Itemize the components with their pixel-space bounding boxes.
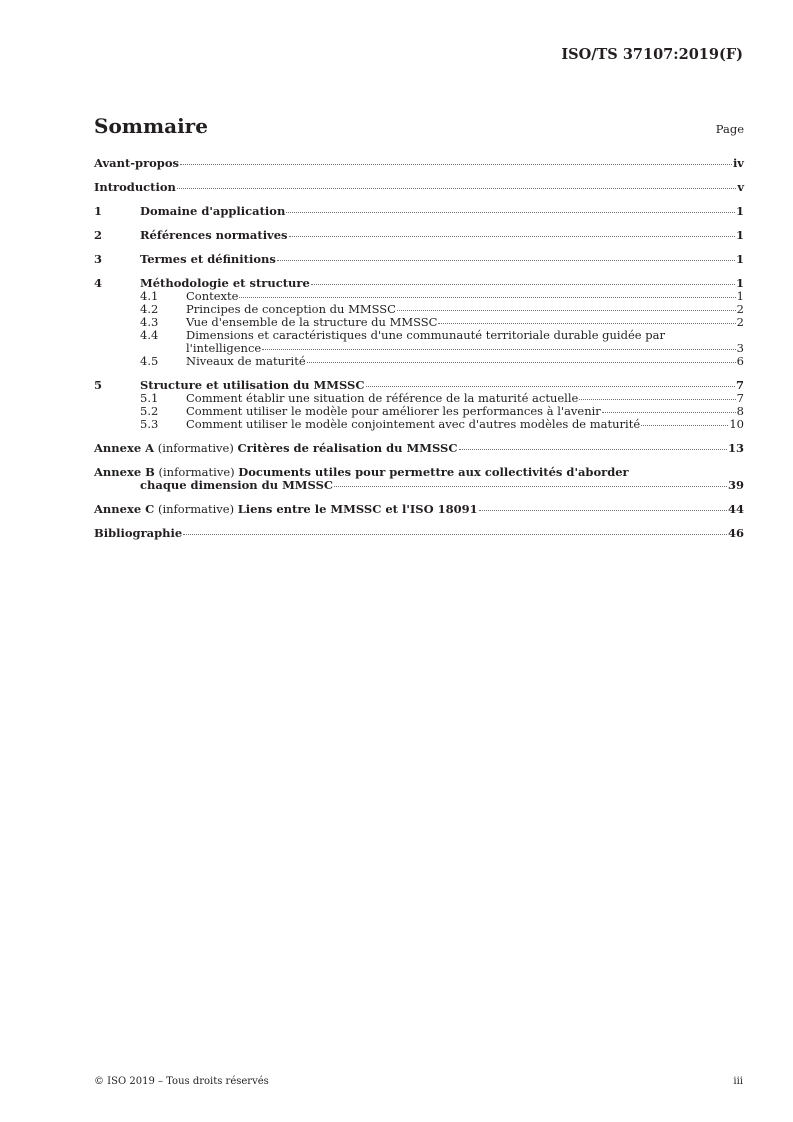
toc-heading-row: [94, 114, 744, 138]
toc-entry-text-line1: Dimensions et caractéristiques d'une communauté territoriale durable guidée par: [186, 328, 665, 342]
toc-entry-number: 4.5: [140, 354, 159, 368]
toc-entry-number: 4.3: [140, 315, 159, 329]
annex-label: Annexe A: [94, 441, 155, 455]
toc-entry-page: 2: [736, 302, 744, 316]
toc-entry-4-5[interactable]: [94, 355, 744, 368]
toc-entry-page: 7: [735, 378, 744, 392]
toc-annex-b[interactable]: [94, 466, 744, 492]
toc-entry-text: Structure et utilisation du MMSSC: [140, 378, 365, 392]
toc-annex-a[interactable]: [94, 442, 744, 455]
toc-entry-number: 4: [94, 276, 103, 290]
toc-entry-page: 1: [735, 228, 744, 242]
toc-entry-page: 1: [735, 204, 744, 218]
toc-entry-page: 13: [727, 441, 744, 455]
toc-entry-text: Comment établir une situation de référence de la maturité actuelle: [186, 391, 579, 405]
toc-entry-text: Références normatives: [140, 228, 288, 242]
toc-entry-page: 1: [735, 252, 744, 266]
toc-entry-5-3[interactable]: [94, 418, 744, 431]
toc-entry-number: 5.2: [140, 404, 159, 418]
toc-entry-number: 2: [94, 228, 103, 242]
annex-title-line2: chaque dimension du MMSSC: [140, 478, 334, 492]
annex-label: Annexe B: [94, 465, 155, 479]
toc-entry-text: Méthodologie et structure: [140, 276, 310, 290]
toc-entry-text: Contexte: [186, 289, 239, 303]
toc-entry-number: 5: [94, 378, 103, 392]
toc-entry-text: Bibliographie: [94, 526, 183, 540]
toc-entry-1[interactable]: [94, 205, 744, 218]
toc-entry-page: 8: [736, 404, 744, 418]
toc-entry-number: 5.3: [140, 417, 159, 431]
toc-entry-number: 3: [94, 252, 103, 266]
toc-annex-c[interactable]: [94, 503, 744, 516]
toc-entry-text: Termes et définitions: [140, 252, 276, 266]
table-of-contents: [94, 157, 744, 540]
toc-entry-number: 5.1: [140, 391, 159, 405]
toc-entry-page: 1: [736, 289, 744, 303]
toc-entry-number: 4.4: [140, 328, 159, 342]
toc-entry-page: 46: [727, 526, 744, 540]
toc-entry-number: 4.2: [140, 302, 159, 316]
toc-entry-text-line2: l'intelligence: [186, 341, 262, 355]
toc-entry-text: Comment utiliser le modèle conjointement avec d'autres modèles de maturité: [186, 417, 641, 431]
toc-entry-introduction[interactable]: [94, 181, 744, 194]
annex-informative: (informative): [157, 441, 234, 455]
toc-entry-page: 10: [729, 417, 744, 431]
toc-entry-text: Principes de conception du MMSSC: [186, 302, 396, 316]
toc-title: Sommaire: [94, 114, 208, 138]
toc-entry-number: 1: [94, 204, 103, 218]
annex-title: Critères de réalisation du MMSSC: [237, 441, 458, 455]
footer-page-number: iii: [733, 1076, 743, 1087]
toc-entry-2[interactable]: [94, 229, 744, 242]
toc-entry-text: Comment utiliser le modèle pour améliorer les performances à l'avenir: [186, 404, 601, 418]
annex-title: Liens entre le MMSSC et l'ISO 18091: [237, 502, 478, 516]
footer-copyright: © ISO 2019 – Tous droits réservés: [94, 1076, 269, 1087]
toc-entry-page: 6: [736, 354, 744, 368]
annex-title-line1: Documents utiles pour permettre aux collectivités d'aborder: [238, 465, 629, 479]
toc-entry-page: 39: [727, 478, 744, 492]
annex-label: Annexe C: [94, 502, 155, 516]
toc-entry-page: 3: [736, 341, 744, 355]
annex-informative: (informative): [158, 465, 235, 479]
toc-entry-page: 2: [736, 315, 744, 329]
annex-informative: (informative): [157, 502, 235, 516]
toc-entry-text: Avant-propos: [94, 156, 179, 170]
toc-entry-number: 4.1: [140, 289, 159, 303]
toc-entry-page: 44: [727, 502, 744, 516]
page-column-label: Page: [715, 122, 744, 136]
toc-entry-text: Domaine d'application: [140, 204, 286, 218]
toc-entry-text: Niveaux de maturité: [186, 354, 306, 368]
toc-entry-text: Introduction: [94, 180, 176, 194]
toc-entry-page: 1: [735, 276, 744, 290]
toc-entry-avant-propos[interactable]: [94, 157, 744, 170]
document-code: ISO/TS 37107:2019(F): [561, 46, 743, 63]
toc-entry-page: iv: [732, 156, 744, 170]
toc-entry-3[interactable]: [94, 253, 744, 266]
toc-entry-text: Vue d'ensemble de la structure du MMSSC: [186, 315, 438, 329]
toc-entry-4-4[interactable]: [94, 329, 744, 355]
toc-entry-page: 7: [736, 391, 744, 405]
toc-entry-bibliographie[interactable]: [94, 527, 744, 540]
toc-entry-page: v: [737, 180, 744, 194]
